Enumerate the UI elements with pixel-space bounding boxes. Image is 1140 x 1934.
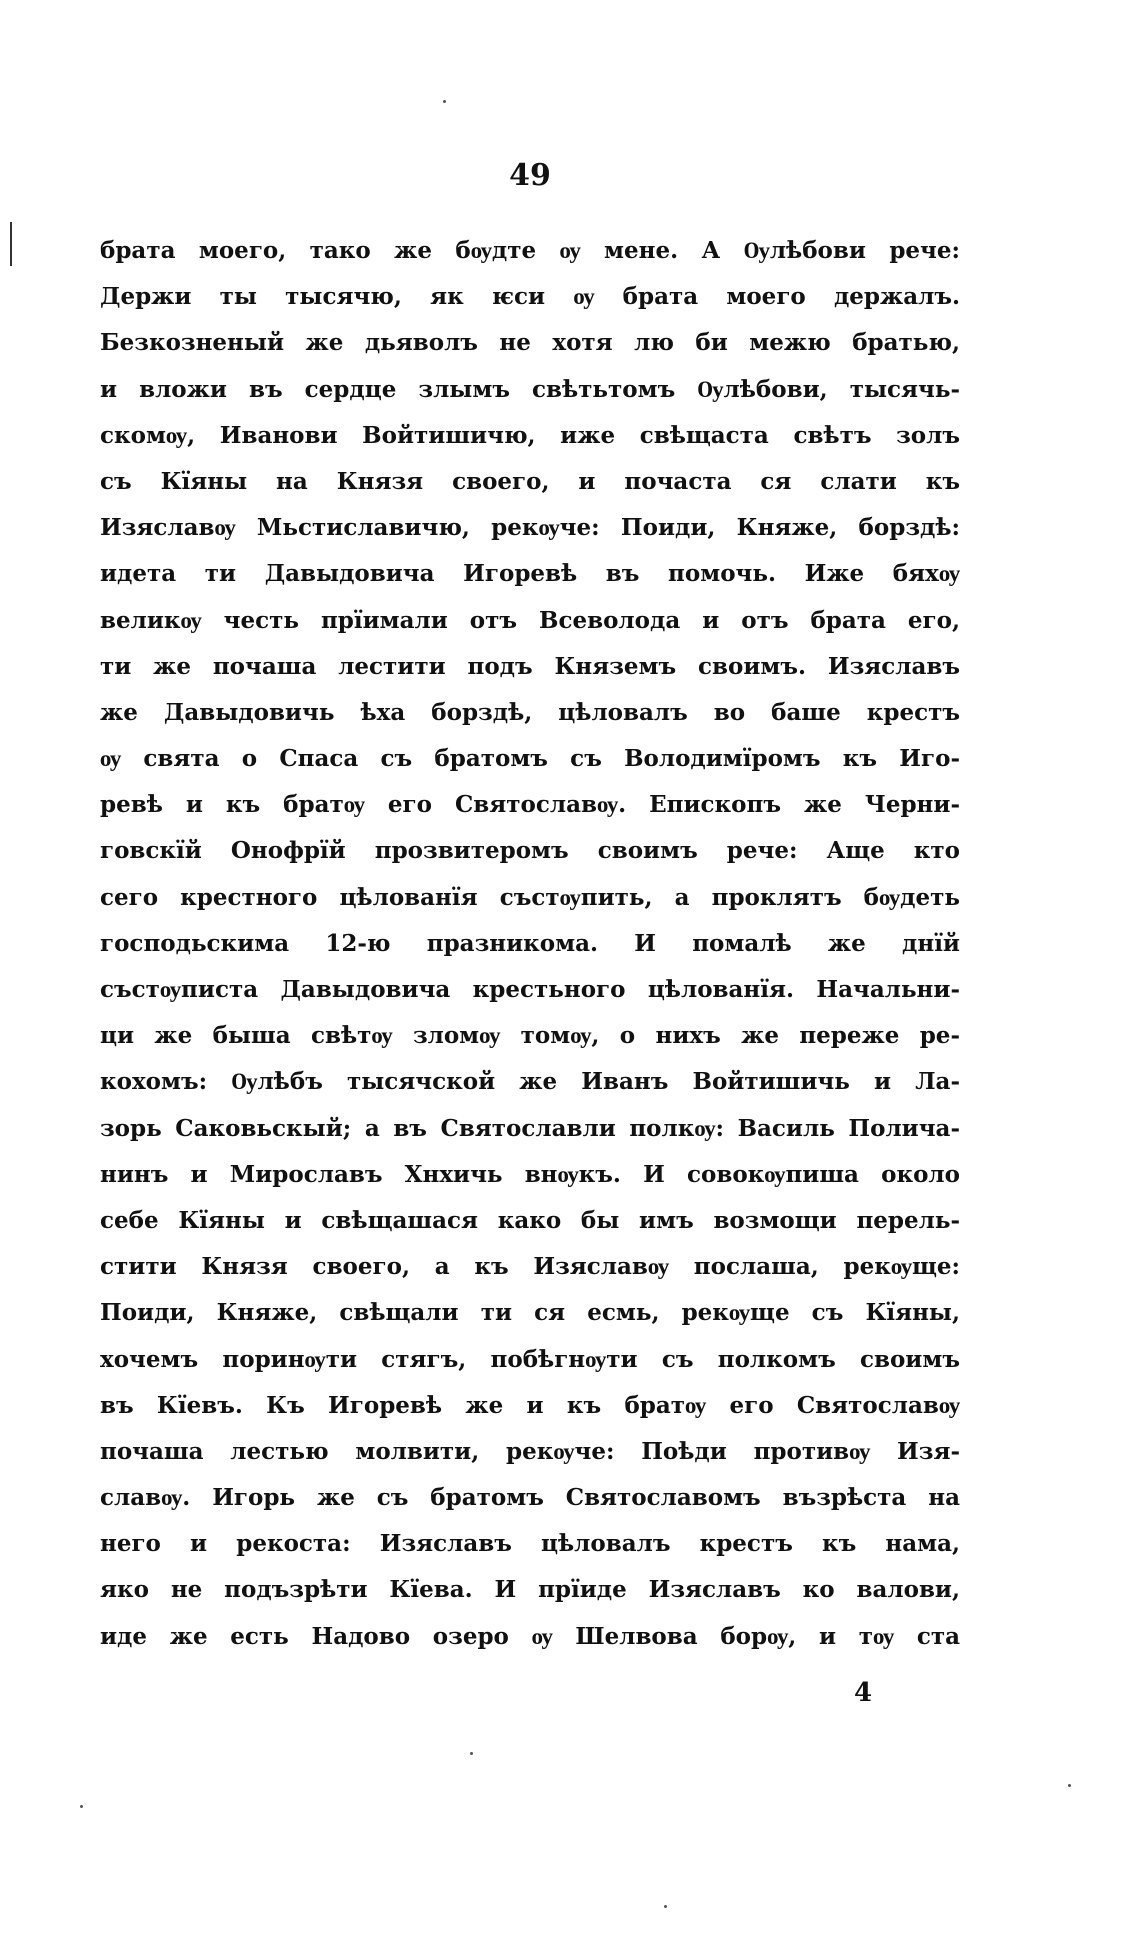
- print-speck: [80, 1805, 83, 1808]
- text-line: сего крестного цѣлованїя състѹпить, а проклятъ бѹдеть: [100, 883, 960, 911]
- text-line: въ Кїевъ. Къ Игоревѣ же и къ братѹ его Святославѹ: [100, 1391, 960, 1419]
- text-line: състѹписта Давыдовича крестьного цѣлованїя. Начальни-: [100, 976, 960, 1003]
- text-line: ци же быша свѣтѹ зломѹ томѹ, о нихъ же переже ре-: [100, 1022, 960, 1050]
- body-text: [100, 228, 960, 1660]
- print-speck: [1068, 1784, 1071, 1787]
- text-line: же Давыдовичь ѣха борздѣ, цѣловалъ во баше крестъ: [100, 698, 960, 726]
- text-line: нинъ и Мирославъ Хнхичь внѹкъ. И совокѹпиша около: [100, 1160, 960, 1188]
- text-line: стити Князя своего, а къ Изяславѹ послаша, рекѹще:: [100, 1253, 960, 1281]
- text-line: кохомъ: Ѹлѣбъ тысячской же Иванъ Войтишичь и Ла-: [100, 1068, 960, 1096]
- text-line: иде же есть Надово озеро ѹ Шелвова борѹ, и тѹ ста: [100, 1622, 960, 1650]
- text-line: яко не подъзрѣти Кїева. И прїиде Изяславъ ко валови,: [100, 1576, 960, 1604]
- text-line: славѹ. Игорь же съ братомъ Святославомъ възрѣста на: [100, 1484, 960, 1512]
- text-line: себе Кїяны и свѣщашася како бы имъ возмощи перель-: [100, 1206, 960, 1234]
- text-line: него и рекоста: Изяславъ цѣловалъ крестъ къ нама,: [100, 1530, 960, 1558]
- print-speck: [470, 1752, 473, 1755]
- text-line: господьскима 12-ю празникома. И помалѣ же днїй: [100, 929, 960, 957]
- signature-mark: 4: [854, 1678, 873, 1708]
- text-line: хочемъ поринѹти стягъ, побѣгнѹти съ полкомъ своимъ: [100, 1345, 960, 1373]
- print-speck: [443, 100, 446, 103]
- text-line: ревѣ и къ братѹ его Святославѹ. Епископъ же Черни-: [100, 791, 960, 819]
- text-line: ѹ свята о Спаса съ братомъ съ Володимїромъ къ Иго-: [100, 745, 960, 773]
- print-speck: [664, 1905, 667, 1908]
- text-line: великѹ честь прїимали отъ Всеволода и отъ брата его,: [100, 606, 960, 634]
- text-line: Изяславѹ Мьстиславичю, рекѹче: Поиди, Княже, борздѣ:: [100, 514, 960, 542]
- text-line: зорь Саковьскый; а въ Святославли полкѹ: Василь Полича-: [100, 1114, 960, 1142]
- page-number: 49: [509, 158, 551, 193]
- text-line: Безкозненый же дьяволъ не хотя лю би межю братью,: [100, 329, 960, 357]
- text-line: говскїй Онофрїй прозвитеромъ своимъ рече: Аще кто: [100, 837, 960, 865]
- text-line: Поиди, Княже, свѣщали ти ся есмь, рекѹще съ Кїяны,: [100, 1299, 960, 1327]
- text-line: идета ти Давыдовича Игоревѣ въ помочь. Иже бяхѹ: [100, 560, 960, 588]
- text-line: брата моего, тако же бѹдте ѹ мене. А Ѹлѣбови рече:: [100, 237, 960, 264]
- text-line: почаша лестью молвити, рекѹче: Поѣди противѹ Изя-: [100, 1437, 960, 1465]
- text-line: Держи ты тысячю, як ѥси ѹ брата моего держалъ.: [100, 283, 960, 311]
- text-line: и вложи въ сердце злымъ свѣтьтомъ Ѹлѣбови, тысячь-: [100, 375, 960, 403]
- margin-rule: [10, 222, 12, 266]
- text-line: скомѹ, Иванови Войтишичю, иже свѣщаста свѣтъ золъ: [100, 421, 960, 449]
- text-line: ти же почаша лестити подъ Княземъ своимъ. Изяславъ: [100, 652, 960, 680]
- text-line: съ Кїяны на Князя своего, и почаста ся слати къ: [100, 467, 960, 495]
